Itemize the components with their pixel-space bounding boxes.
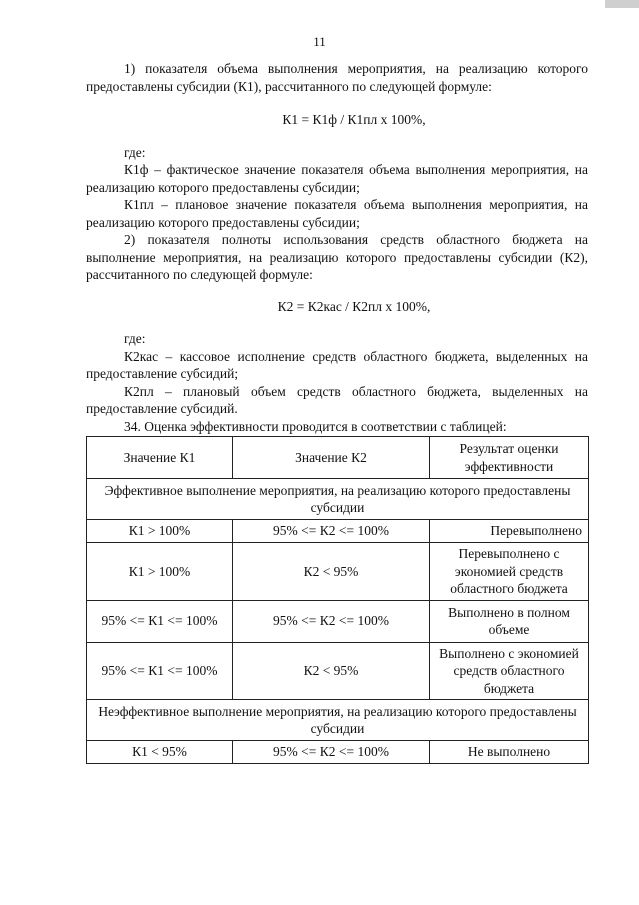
cell-result: Перевыполнено <box>430 520 589 543</box>
page-number: 11 <box>313 34 326 49</box>
formula-k1: К1 = К1ф / К1пл х 100%, <box>282 112 426 127</box>
definition-k1f: К1ф – фактическое значение показателя объема выполнения мероприятия, на реализацию которого предоставлены субсидии; <box>86 162 588 195</box>
cell-k2: 95% <= К2 <= 100% <box>233 520 430 543</box>
cell-k2: 95% <= К2 <= 100% <box>233 741 430 764</box>
definition-k2pl: К2пл – плановый объем средств областного бюджета, выделенных на предоставление субсидий. <box>86 383 588 416</box>
table-row <box>87 543 589 601</box>
paragraph-table-intro: 34. Оценка эффективности проводится в соответствии с таблицей: <box>124 418 507 434</box>
table-row <box>87 741 589 764</box>
cell-k1: 95% <= К1 <= 100% <box>87 642 233 700</box>
efficiency-table <box>86 436 589 764</box>
document-body <box>86 60 588 764</box>
cell-result: Выполнено с экономией средств областного бюджета <box>430 642 589 700</box>
section-effective-title: Эффективное выполнение мероприятия, на реализацию которого предоставлены субсидии <box>87 479 589 520</box>
cell-k1: К1 > 100% <box>87 520 233 543</box>
cell-k1: К1 < 95% <box>87 741 233 764</box>
where-label-1: где: <box>124 144 146 160</box>
cell-k1: К1 > 100% <box>87 543 233 601</box>
formula-k2: К2 = К2кас / К2пл х 100%, <box>277 298 431 314</box>
paragraph-indicator-k2: 2) показателя полноты использования средств областного бюджета на выполнение мероприятия, на реализацию которого предоставлены субсидии (К2), рассчитанного по следующей формуле: <box>86 232 588 282</box>
definition-k2kas: К2кас – кассовое исполнение средств областного бюджета, выделенных на предоставление субсидий; <box>86 348 588 381</box>
paragraph-indicator-k1: 1) показателя объема выполнения мероприятия, на реализацию которого предоставлены субсидии (К1), рассчитанного по следующей формуле: <box>86 61 588 94</box>
header-result: Результат оценки эффективности <box>430 437 589 479</box>
cell-k2: 95% <= К2 <= 100% <box>233 600 430 642</box>
section-row-ineffective <box>87 700 589 741</box>
section-ineffective-title: Неэффективное выполнение мероприятия, на реализацию которого предоставлены субсидии <box>87 700 589 741</box>
scan-corner-mark <box>605 0 639 8</box>
cell-k1: 95% <= К1 <= 100% <box>87 600 233 642</box>
where-label-2: где: <box>124 331 146 346</box>
cell-k2: К2 < 95% <box>233 543 430 601</box>
table-header-row <box>87 437 589 479</box>
section-row-effective <box>87 479 589 520</box>
cell-result: Перевыполнено с экономией средств областного бюджета <box>430 543 589 601</box>
header-k2: Значение К2 <box>233 437 430 479</box>
header-k1: Значение К1 <box>87 437 233 479</box>
definition-k1pl: К1пл – плановое значение показателя объема выполнения мероприятия, на реализацию которого предоставлены субсидии; <box>86 197 588 230</box>
table-row <box>87 520 589 543</box>
cell-result: Не выполнено <box>430 741 589 764</box>
cell-result: Выполнено в полном объеме <box>430 600 589 642</box>
cell-k2: К2 < 95% <box>233 642 430 700</box>
table-row <box>87 642 589 700</box>
table-row <box>87 600 589 642</box>
